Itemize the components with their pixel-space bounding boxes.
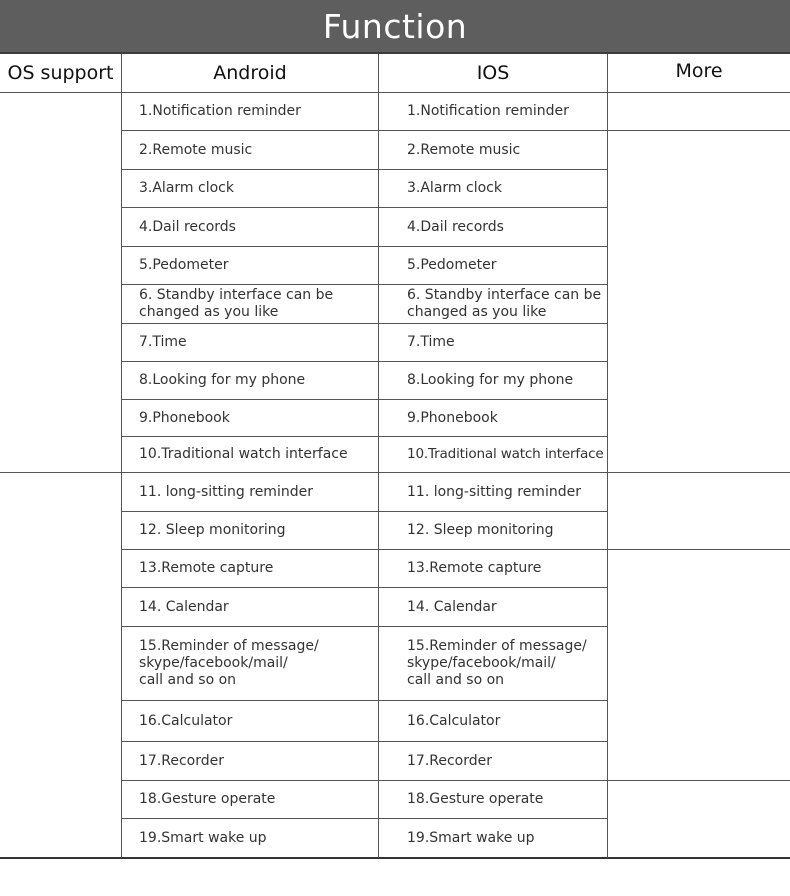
- page-title: Function: [322, 6, 468, 46]
- header-ios: [379, 54, 607, 92]
- cell-ios: 14. Calendar: [407, 598, 497, 615]
- divider-os-android: [121, 54, 122, 858]
- table-bottom-border: [0, 857, 790, 859]
- header-os-support: [0, 54, 121, 92]
- cell-ios: 10.Traditional watch interface: [407, 446, 604, 462]
- header-bottom-border: [0, 92, 790, 93]
- cell-ios: 6. Standby interface can be changed as you like: [407, 287, 602, 320]
- header-os-support-label: OS support: [7, 62, 114, 84]
- cell-android: 9.Phonebook: [139, 409, 230, 426]
- cell-ios: 3.Alarm clock: [407, 180, 502, 196]
- header-android: [122, 54, 378, 92]
- cell-ios: 1.Notification reminder: [407, 103, 569, 119]
- header-more: [608, 52, 790, 90]
- os-group-separator: [0, 472, 122, 473]
- header-ios-label: IOS: [476, 62, 510, 84]
- cell-ios: 2.Remote music: [407, 141, 521, 158]
- more-separator: [607, 130, 790, 131]
- cell-ios: 8.Looking for my phone: [407, 372, 574, 388]
- cell-ios: 16.Calculator: [407, 712, 501, 729]
- cell-android: 17.Recorder: [139, 752, 225, 769]
- cell-ios: 19.Smart wake up: [407, 829, 535, 846]
- cell-ios: 4.Dail records: [407, 218, 504, 235]
- cell-android: 3.Alarm clock: [139, 180, 234, 196]
- cell-ios: 5.Pedometer: [407, 257, 497, 273]
- cell-ios: 18.Gesture operate: [407, 791, 544, 807]
- cell-android: 13.Remote capture: [139, 560, 274, 576]
- cell-android: 1.Notification reminder: [139, 103, 301, 119]
- cell-android: 14. Calendar: [139, 598, 229, 615]
- cell-ios: 11. long-sitting reminder: [407, 483, 581, 500]
- cell-ios: 12. Sleep monitoring: [407, 522, 554, 538]
- more-separator: [607, 472, 790, 473]
- cell-android: 19.Smart wake up: [139, 829, 267, 846]
- divider-ios-more: [607, 54, 608, 858]
- cell-android: 11. long-sitting reminder: [139, 483, 313, 500]
- cell-ios: 7.Time: [407, 334, 455, 350]
- more-separator: [607, 549, 790, 550]
- cell-ios: 15.Reminder of message/ skype/facebook/mail/ call and so on: [407, 638, 587, 688]
- cell-android: 7.Time: [139, 334, 187, 350]
- header-android-label: Android: [213, 62, 287, 84]
- cell-android: 4.Dail records: [139, 218, 236, 235]
- cell-android: 16.Calculator: [139, 712, 233, 729]
- cell-android: 10.Traditional watch interface: [139, 446, 348, 462]
- title-bar: [0, 0, 790, 54]
- cell-android: 8.Looking for my phone: [139, 372, 306, 388]
- more-separator: [607, 780, 790, 781]
- header-more-label: More: [675, 60, 723, 82]
- divider-android-ios: [378, 54, 379, 858]
- cell-ios: 9.Phonebook: [407, 409, 498, 426]
- cell-android: 18.Gesture operate: [139, 791, 276, 807]
- cell-ios: 17.Recorder: [407, 752, 493, 769]
- cell-ios: 13.Remote capture: [407, 560, 542, 576]
- cell-android: 6. Standby interface can be changed as you like: [139, 287, 334, 320]
- cell-android: 15.Reminder of message/ skype/facebook/mail/ call and so on: [139, 638, 319, 688]
- cell-android: 12. Sleep monitoring: [139, 522, 286, 538]
- cell-android: 2.Remote music: [139, 141, 253, 158]
- cell-android: 5.Pedometer: [139, 257, 229, 273]
